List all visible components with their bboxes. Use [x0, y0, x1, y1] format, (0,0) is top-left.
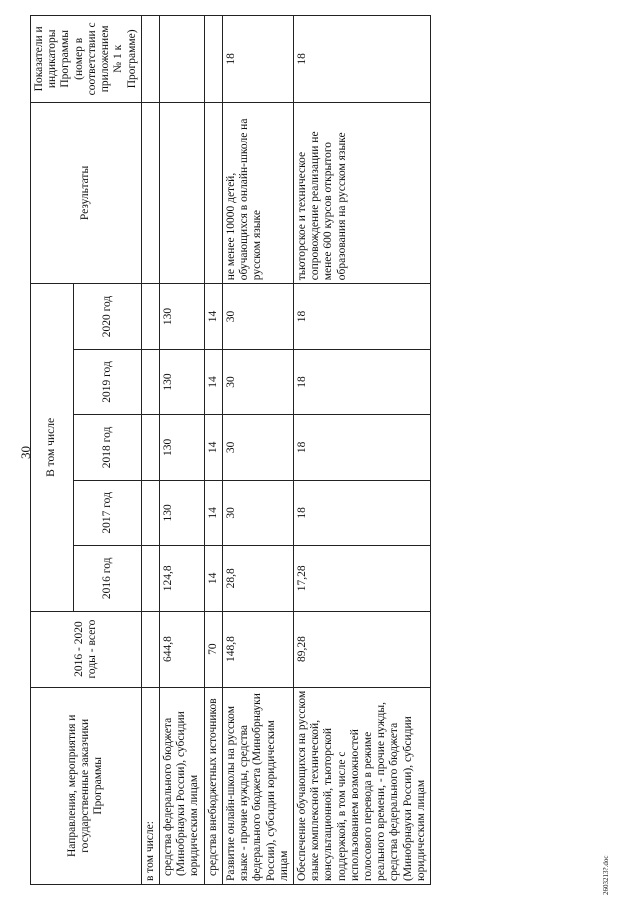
row-value-2016: 17,28: [293, 546, 430, 611]
row-value-2018: 130: [159, 415, 204, 480]
row-results: [204, 102, 222, 284]
row-value-2019: 14: [204, 349, 222, 414]
table-row: [293, 16, 430, 885]
row-indicator: 18: [222, 16, 293, 103]
row-direction: Развитие онлайн-школы на русском языке - прочие нужды, средства федерального бюджета (Минобрнауки России), субсидии юридическим лицам: [222, 687, 293, 884]
row-value-2017: [141, 480, 159, 545]
table-row: [141, 16, 159, 885]
header-direction: Направления, мероприятия и государственные заказчики Программы: [31, 687, 142, 884]
page-number: 30: [18, 446, 33, 459]
row-value-2016: 124,8: [159, 546, 204, 611]
row-indicator: [204, 16, 222, 103]
row-indicator: [159, 16, 204, 103]
row-value-2017: 18: [293, 480, 430, 545]
row-total: [141, 611, 159, 687]
header-year-2018: 2018 год: [73, 415, 141, 480]
program-table: [30, 15, 431, 885]
row-value-2017: 130: [159, 480, 204, 545]
header-year-2016: 2016 год: [73, 546, 141, 611]
row-value-2018: 14: [204, 415, 222, 480]
row-value-2017: 14: [204, 480, 222, 545]
row-results: не менее 10000 детей, обучающихся в онлайн-школе на русском языке: [222, 102, 293, 284]
row-value-2020: [141, 284, 159, 349]
table-row: [204, 16, 222, 885]
row-value-2020: 14: [204, 284, 222, 349]
row-value-2018: [141, 415, 159, 480]
row-value-2016: [141, 546, 159, 611]
row-direction: в том числе:: [141, 687, 159, 884]
row-value-2019: 130: [159, 349, 204, 414]
row-value-2020: 130: [159, 284, 204, 349]
row-direction: средства федерального бюджета (Минобрнауки России), субсидии юридическим лицам: [159, 687, 204, 884]
row-value-2020: 18: [293, 284, 430, 349]
row-value-2018: 30: [222, 415, 293, 480]
row-direction: Обеспечение обучающихся на русском языке комплексной технической, консультационной, тьюторской поддержкой, в том числе с использованием возможностей голосового перевода в режиме реального времени, - прочие нужды, средства федерального бюджета (Минобрнауки России), субсидии юридическим лицам: [293, 687, 430, 884]
row-value-2018: 18: [293, 415, 430, 480]
row-value-2016: 28,8: [222, 546, 293, 611]
row-results: [159, 102, 204, 284]
header-results: Результаты: [31, 102, 142, 284]
row-total: 644,8: [159, 611, 204, 687]
row-value-2019: [141, 349, 159, 414]
row-total: 70: [204, 611, 222, 687]
header-indicators: Показатели и индикаторы Программы (номер в соответствии с приложением № 1 к Программе): [31, 16, 142, 103]
row-total: 89,28: [293, 611, 430, 687]
row-value-2019: 18: [293, 349, 430, 414]
row-indicator: 18: [293, 16, 430, 103]
header-total: 2016 - 2020 годы - всего: [31, 611, 142, 687]
table-row: [222, 16, 293, 885]
header-year-2019: 2019 год: [73, 349, 141, 414]
row-indicator: [141, 16, 159, 103]
row-value-2020: 30: [222, 284, 293, 349]
row-direction: средства внебюджетных источников: [204, 687, 222, 884]
header-year-2020: 2020 год: [73, 284, 141, 349]
row-total: 148,8: [222, 611, 293, 687]
row-results: [141, 102, 159, 284]
row-results: тьюторское и техническое сопровождение реализации не менее 600 курсов открытого образования на русском языке: [293, 102, 430, 284]
header-including: В том числе: [31, 284, 74, 611]
row-value-2017: 30: [222, 480, 293, 545]
table-row: [159, 16, 204, 885]
header-year-2017: 2017 год: [73, 480, 141, 545]
row-value-2019: 30: [222, 349, 293, 414]
row-value-2016: 14: [204, 546, 222, 611]
document-id: 2603213?.doc: [602, 855, 610, 895]
